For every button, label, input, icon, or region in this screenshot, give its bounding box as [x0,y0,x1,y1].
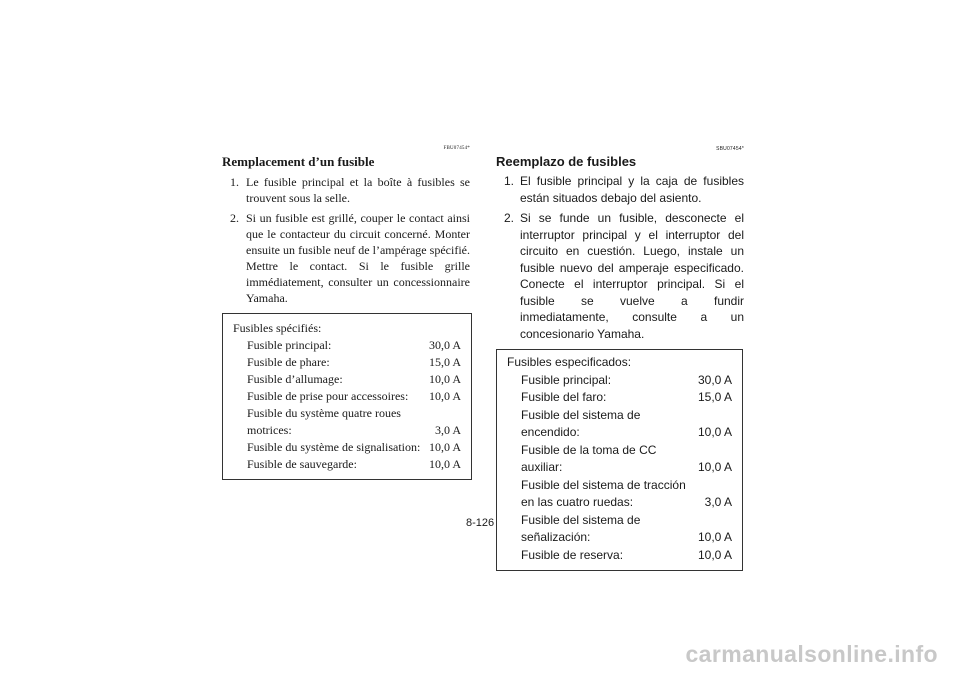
table-row [507,407,732,442]
step-number: 1. [504,174,515,188]
table-row [233,405,461,439]
table-row [233,439,461,456]
fuse-value: 10,0 A [428,389,461,403]
step-text: Si un fusible est grillé, couper le contact ainsi que le contacteur du circuit concerné. Monter ensuite un fusible neuf de l’ampérage spécifié. Mettre le contact. Si le fusible grille immédiatement, consulter un concessionnaire Yamaha. [246,211,470,305]
table-row [233,456,461,473]
french-column [222,146,470,480]
fuse-value: 10,0 A [428,372,461,386]
fuse-value: 15,0 A [428,355,461,369]
fuse-label: Fusible d’allumage: [247,372,343,386]
fuse-value: 3,0 A [434,423,461,437]
table-row [233,371,461,388]
list-item [496,210,744,342]
page-number: 8-126 [466,517,495,529]
fuse-label: Fusible de prise pour accessoires: [247,389,409,403]
fuse-label: Fusible del faro: [521,390,607,404]
fuse-label: Fusible del sistema de encendido: [521,407,641,439]
fuse-label: Fusible de phare: [247,355,330,369]
step-number: 2. [230,211,239,225]
table-row [507,477,732,512]
table-row [507,389,732,407]
fuse-label: Fusible de la toma de CC auxiliar: [521,442,657,474]
fuse-label: Fusible de sauvegarde: [247,457,357,471]
fuse-value: 10,0 A [697,530,732,544]
steps-list [222,174,470,306]
step-number: 2. [504,211,515,225]
table-row [233,388,461,405]
section-code: FBU07454* [443,146,470,151]
fuse-spec-box [496,349,743,571]
step-text: Si se funde un fusible, desconecte el interruptor principal y el interruptor del circuito en cuestión. Luego, instale un fusible nuevo del amperaje especificado. Conecte el interruptor principal. Si el fusible se vuelve a fundir inmediatamente, consulte a un concesionario Yamaha. [520,211,744,341]
table-row [233,337,461,354]
fuse-value: 10,0 A [697,425,732,439]
fuse-label: Fusible principal: [521,372,612,387]
table-row [507,547,732,565]
step-text: Le fusible principal et la boîte à fusibles se trouvent sous la selle. [246,175,470,205]
box-title: Fusibles spécifiés: [233,321,322,335]
step-text: El fusible principal y la caja de fusibles están situados debajo del asiento. [520,174,744,205]
fuse-value: 10,0 A [428,457,461,471]
fuse-label: Fusible del sistema de tracción en las cuatro ruedas: [521,477,686,509]
section-heading: Reemplazo de fusibles [496,154,637,169]
list-item [222,174,470,206]
section-code: SBU07454* [716,146,744,152]
fuse-value: 30,0 A [428,338,461,352]
fuse-label: Fusible du système quatre roues motrices: [247,406,401,437]
table-row [233,354,461,371]
fuse-value: 3,0 A [704,495,732,509]
fuse-label: Fusible de reserva: [521,547,624,562]
list-item [496,173,744,206]
section-heading: Remplacement d’un fusible [222,154,375,169]
fuse-label: Fusible del sistema de señalización: [521,512,641,544]
fuse-value: 10,0 A [697,547,732,562]
table-row [507,512,732,547]
fuse-value: 15,0 A [697,390,732,404]
steps-list [496,173,744,342]
table-row [507,442,732,477]
fuse-label: Fusible du système de signalisation: [247,440,421,454]
fuse-label: Fusible principal: [247,338,332,352]
watermark: carmanualsonline.info [685,641,938,667]
list-item [222,210,470,306]
spanish-column [496,146,744,571]
fuse-value: 10,0 A [428,440,461,454]
fuse-value: 30,0 A [697,372,732,387]
fuse-spec-box [222,313,472,480]
box-title: Fusibles especificados: [507,355,632,369]
step-number: 1. [230,175,239,189]
fuse-value: 10,0 A [697,460,732,474]
table-row [507,372,732,390]
